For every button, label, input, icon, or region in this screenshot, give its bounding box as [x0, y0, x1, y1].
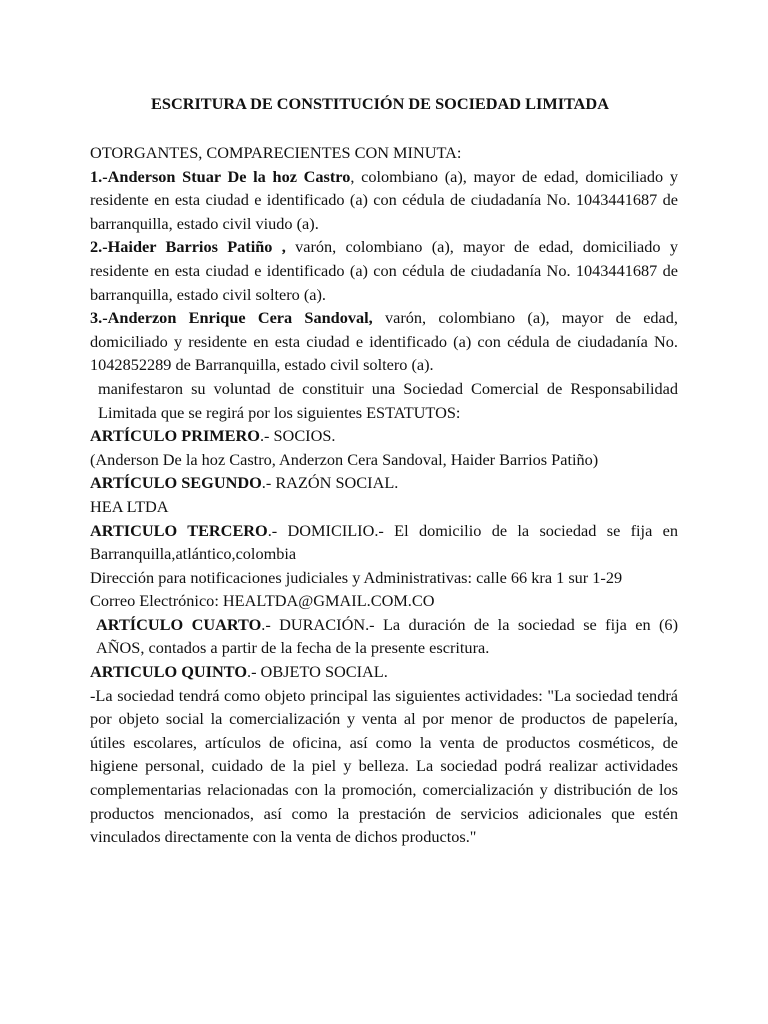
article-4-label: ARTÍCULO CUARTO: [96, 614, 262, 634]
socio-1-details: , colombiano (a), mayor de edad, domiciliado y residente en esta ciudad e identificado (a) con cédula de ciudadanía No. 1043441687 de barranquilla, estado civil viudo (a).: [90, 166, 678, 233]
document-title: ESCRITURA DE CONSTITUCIÓN DE SOCIEDAD LIMITADA: [151, 94, 609, 113]
document-body: [90, 141, 678, 849]
article-2-title: .- RAZÓN SOCIAL.: [261, 473, 399, 493]
socio-2-paragraph: [90, 235, 678, 306]
article-3-address: Dirección para notificaciones judiciales y Administrativas: calle 66 kra 1 sur 1-29: [90, 567, 623, 587]
article-1-heading: [90, 424, 678, 448]
article-1-title: .- SOCIOS.: [259, 426, 336, 446]
socio-3-details: varón, colombiano (a), mayor de edad, domiciliado y residente en esta ciudad e identificado (a) con cédula de ciudadanía No. 1042852289 de Barranquilla, estado civil soltero (a).: [90, 308, 678, 375]
article-1-content: (Anderson De la hoz Castro, Anderzon Cera Sandoval, Haider Barrios Patiño): [90, 449, 599, 469]
article-5-heading: [90, 660, 678, 684]
article-3-heading: [90, 519, 678, 566]
manifestacion-paragraph: manifestaron su voluntad de constituir una Sociedad Comercial de Responsabilidad Limitada que se regirá por los siguientes ESTATUTOS:: [98, 378, 678, 422]
article-2-label: ARTÍCULO SEGUNDO: [90, 473, 262, 493]
socio-3-paragraph: [90, 306, 678, 377]
socio-1-name: 1.-Anderson Stuar De la hoz Castro: [90, 166, 351, 186]
article-4-paragraph: [90, 613, 678, 660]
article-3-title: .- DOMICILIO.- El domicilio de la sociedad se fija en Barranquilla,atlántico,colombia: [90, 520, 678, 564]
otorgantes-heading: OTORGANTES, COMPARECIENTES CON MINUTA:: [90, 143, 462, 162]
article-4-text: .- DURACIÓN.- La duración de la sociedad se fija en (6) AÑOS, contados a partir de la fecha de la presente escritura.: [96, 614, 678, 658]
article-1-label: ARTÍCULO PRIMERO: [90, 426, 260, 446]
article-2-content: HEA LTDA: [90, 496, 169, 516]
article-3-email: Correo Electrónico: HEALTDA@GMAIL.COM.CO: [90, 591, 435, 611]
article-5-label: ARTICULO QUINTO: [90, 662, 247, 682]
socio-2-details: varón, colombiano (a), mayor de edad, domiciliado y residente en esta ciudad e identificado (a) con cédula de ciudadanía No. 1043441687 de barranquilla, estado civil soltero (a).: [90, 237, 678, 304]
article-5-content: -La sociedad tendrá como objeto principal las siguientes actividades: "La sociedad tendrá por objeto social la comercialización y venta al por menor de productos de papelería, útiles escolares, artículos de oficina, así como la venta de productos cosméticos, de higiene personal, cuidado de la piel y belleza. La sociedad podrá realizar actividades complementarias relacionadas con la promoción, comercialización y distribución de los productos mencionados, así como la prestación de servicios adicionales que estén vinculados directamente con la venta de dichos productos.": [90, 685, 678, 847]
article-2-heading: [90, 471, 678, 495]
article-5-title: .- OBJETO SOCIAL.: [247, 662, 388, 682]
article-3-label: ARTICULO TERCERO: [90, 520, 268, 540]
socio-2-name: 2.-Haider Barrios Patiño ,: [90, 237, 286, 257]
socio-3-name: 3.-Anderzon Enrique Cera Sandoval,: [90, 308, 373, 328]
socio-1-paragraph: [90, 165, 678, 236]
